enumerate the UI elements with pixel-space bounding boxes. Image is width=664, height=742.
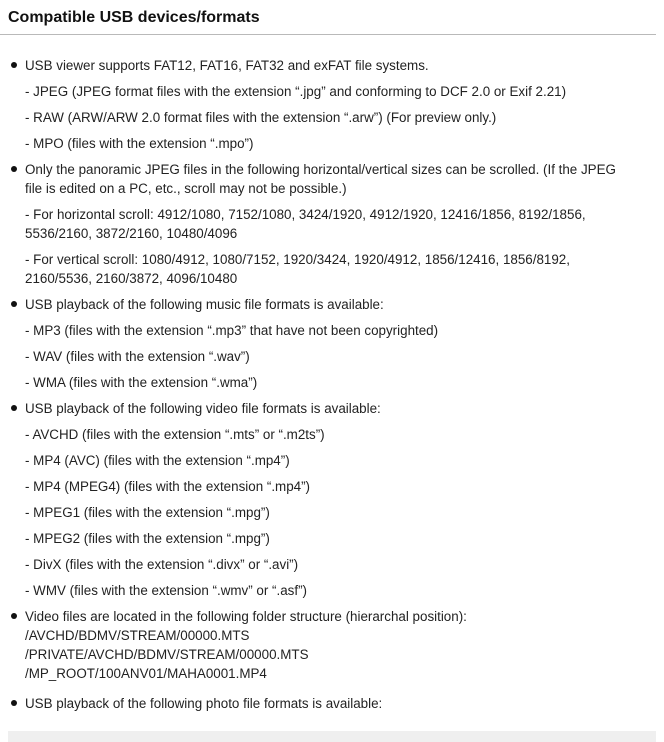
list-item-photo bbox=[0, 694, 664, 713]
format-wav: - WAV (files with the extension “.wav”) bbox=[25, 349, 250, 364]
bullet-icon bbox=[11, 166, 17, 172]
section-header bbox=[0, 0, 656, 35]
format-mpeg2: - MPEG2 (files with the extension “.mpg”) bbox=[25, 531, 270, 546]
format-mpeg1: - MPEG1 (files with the extension “.mpg”) bbox=[25, 505, 270, 520]
format-mpo: - MPO (files with the extension “.mpo”) bbox=[25, 136, 254, 151]
bullet-text-line: file is edited on a PC, etc., scroll may not be possible.) bbox=[25, 181, 347, 196]
format-mp3: - MP3 (files with the extension “.mp3” that have not been copyrighted) bbox=[25, 323, 439, 338]
bullet-icon bbox=[11, 62, 17, 68]
page-title: Compatible USB devices/formats bbox=[8, 9, 260, 26]
bullet-text: USB playback of the following photo file formats is available: bbox=[25, 696, 383, 711]
sizes-line: 2160/5536, 2160/3872, 4096/10480 bbox=[25, 271, 238, 286]
format-raw: - RAW (ARW/ARW 2.0 format files with the extension “.arw”) (For preview only.) bbox=[25, 110, 497, 125]
list-item-usb-viewer bbox=[0, 56, 664, 75]
format-divx: - DivX (files with the extension “.divx” or “.avi”) bbox=[25, 557, 299, 572]
content-body bbox=[0, 56, 664, 713]
bullet-text: USB playback of the following music file formats is available: bbox=[25, 297, 384, 312]
bullet-text: USB viewer supports FAT12, FAT16, FAT32 and exFAT file systems. bbox=[25, 58, 429, 73]
bullet-icon bbox=[11, 301, 17, 307]
bullet-text-line: Only the panoramic JPEG files in the following horizontal/vertical sizes can be scrolled. (If the JPEG bbox=[25, 162, 616, 177]
vertical-scroll-sizes bbox=[0, 250, 664, 288]
bullet-text: USB playback of the following video file formats is available: bbox=[25, 401, 381, 416]
format-avchd: - AVCHD (files with the extension “.mts” or “.m2ts”) bbox=[25, 427, 325, 442]
sizes-line: - For horizontal scroll: 4912/1080, 7152/1080, 3424/1920, 4912/1920, 12416/1856, 8192/1856, bbox=[25, 207, 586, 222]
horizontal-scroll-sizes bbox=[0, 205, 664, 243]
sizes-line: - For vertical scroll: 1080/4912, 1080/7152, 1920/3424, 1920/4912, 1856/12416, 1856/8192, bbox=[25, 252, 570, 267]
list-item-video bbox=[0, 399, 664, 418]
bullet-text: Video files are located in the following folder structure (hierarchal position): bbox=[25, 609, 467, 624]
folder-path: /MP_ROOT/100ANV01/MAHA0001.MP4 bbox=[25, 666, 267, 681]
format-mp4-avc: - MP4 (AVC) (files with the extension “.mp4”) bbox=[25, 453, 290, 468]
bullet-icon bbox=[11, 700, 17, 706]
list-item-folders bbox=[0, 607, 664, 683]
list-item-music bbox=[0, 295, 664, 314]
format-jpeg: - JPEG (JPEG format files with the extension “.jpg” and conforming to DCF 2.0 or Exif 2.21) bbox=[25, 84, 567, 99]
format-wmv: - WMV (files with the extension “.wmv” or “.asf”) bbox=[25, 583, 307, 598]
folder-path: /AVCHD/BDMV/STREAM/00000.MTS bbox=[25, 628, 250, 643]
bullet-icon bbox=[11, 613, 17, 619]
bullet-icon bbox=[11, 405, 17, 411]
list-item-panoramic bbox=[0, 160, 664, 198]
footer-bar bbox=[8, 731, 656, 742]
format-wma: - WMA (files with the extension “.wma”) bbox=[25, 375, 258, 390]
format-mp4-mpeg4: - MP4 (MPEG4) (files with the extension “.mp4”) bbox=[25, 479, 311, 494]
sizes-line: 5536/2160, 3872/2160, 10480/4096 bbox=[25, 226, 238, 241]
folder-path: /PRIVATE/AVCHD/BDMV/STREAM/00000.MTS bbox=[25, 647, 309, 662]
